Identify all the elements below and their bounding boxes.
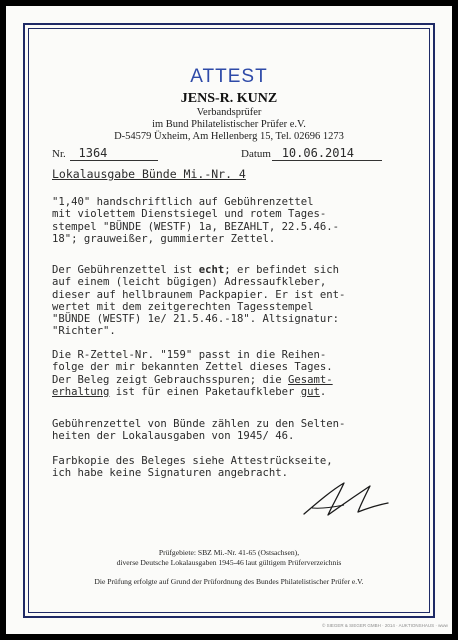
condition-paragraph: [52, 349, 412, 398]
examiner-address: D-54579 Üxheim, Am Hellenberg 15, Tel. 02696 1273: [114, 131, 344, 142]
number-value: 1364: [78, 146, 108, 160]
examiner-name: JENS-R. KUNZ: [180, 91, 278, 106]
p3-text-a: Die R-Zettel-Nr. "159" passt in die Reihen- folge der mir bekannten Zettel dieses Tages. Der Beleg zeigt Gebrauchsspuren; die: [52, 349, 333, 386]
copy-note-paragraph: Farbkopie des Beleges siehe Attestrückseite, ich habe keine Signaturen angebracht.: [52, 455, 333, 480]
examiner-role: Verbandsprüfer: [196, 107, 262, 118]
number-underline: [70, 160, 158, 161]
date-underline: [272, 160, 382, 161]
certificate-date: [241, 146, 354, 160]
handwritten-signature: [298, 478, 394, 522]
footer-local-issues: diverse Deutsche Lokalausgaben 1945-46 laut gültigem Prüferverzeichnis: [116, 558, 342, 567]
p2-text-a: Der Gebührenzettel ist: [52, 264, 199, 276]
examiner-association: im Bund Philatelistischer Prüfer e.V.: [152, 119, 306, 130]
auction-copyright: © SIEGER & SIEGER GMBH · 2014 · AUKTIONSHAUS · www: [322, 623, 448, 628]
item-heading: Lokalausgabe Bünde Mi.-Nr. 4: [52, 167, 246, 181]
description-paragraph: "1,40" handschriftlich auf Gebührenzettel mit violettem Dienstsiegel und rotem Tages- stempel "BÜNDE (WESTF) 1a, BEZAHLT, 22.5.46.- 18"; grauweißer, gummierter Zettel.: [52, 196, 340, 245]
number-label: Nr.: [52, 148, 66, 160]
footer-regulations: Die Prüfung erfolgte auf Grund der Prüfordnung des Bundes Philatelistischer Prüfer e.V.: [94, 577, 364, 586]
genuine-verdict: echt: [198, 264, 225, 276]
date-label: Datum: [241, 148, 271, 160]
genuineness-paragraph: [52, 264, 412, 338]
p3-underlined-2: erhaltung: [52, 385, 110, 398]
date-value: 10.06.2014: [281, 146, 354, 160]
certificate-title: ATTEST: [190, 66, 268, 87]
p2-text-b: ; er befindet sich auf einem (leicht bügigen) Adressaufkleber, dieser auf hellbraunem Packpapier. Er ist ent- wertet mit dem zeitgerechten Tagesstempel "BÜNDE (WESTF) 1e/ 21.5.46.-18". Altsignatur: "Richter".: [52, 264, 346, 338]
p3-underlined-1: Gesamt-: [288, 373, 333, 386]
p3-text-b: ist für einen Paketaufkleber: [109, 385, 301, 398]
rarity-paragraph: Gebührenzettel von Bünde zählen zu den Selten- heiten der Lokalausgaben von 1945/ 46.: [52, 418, 346, 443]
condition-grade: gut: [300, 385, 320, 398]
certificate-number: [52, 146, 107, 160]
p3-end: .: [319, 385, 327, 398]
footer-test-areas: Prüfgebiete: SBZ Mi.-Nr. 41-65 (Ostsachsen),: [158, 548, 300, 557]
